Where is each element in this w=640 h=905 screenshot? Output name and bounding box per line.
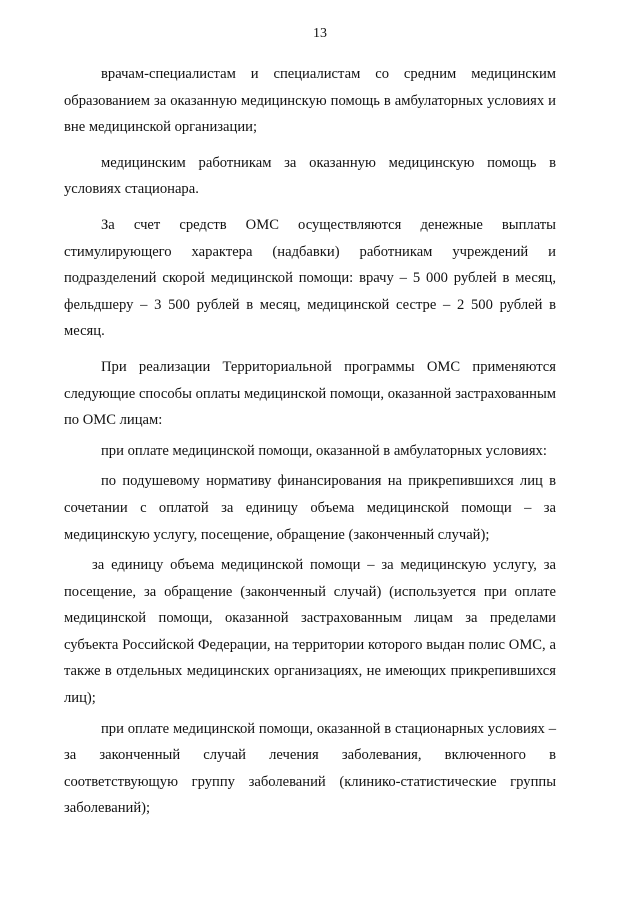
document-body bbox=[64, 61, 556, 822]
paragraph: медицинским работникам за оказанную медицинскую помощь в условиях стационара. bbox=[64, 154, 556, 198]
page-number: 13 bbox=[313, 26, 327, 41]
paragraph: за единицу объема медицинской помощи – за медицинскую услугу, за посещение, за обращение (законченный случай) (используется при оплате медицинской помощи, оказанной застрахованным лицам за пределами субъекта Российской Федерации, на территории которого выдан полис ОМС, а также в отдельных медицинских организациях, не имеющих прикрепившихся лиц); bbox=[64, 557, 556, 707]
paragraph: врачам-специалистам и специалистам со средним медицинским образованием за оказанную медицинскую помощь в амбулаторных условиях и вне медицинской организации; bbox=[64, 66, 556, 136]
paragraph: по подушевому нормативу финансирования на прикрепившихся лиц в сочетании с оплатой за единицу объема медицинской помощи – за медицинскую услугу, посещение, обращение (законченный случай); bbox=[64, 473, 556, 543]
paragraph: при оплате медицинской помощи, оказанной в стационарных условиях – за законченный случай лечения заболевания, включенного в соответствующую группу заболеваний (клинико-статистические группы заболеваний); bbox=[64, 720, 556, 817]
paragraph: при оплате медицинской помощи, оказанной в амбулаторных условиях: bbox=[101, 442, 547, 459]
paragraph: За счет средств ОМС осуществляются денежные выплаты стимулирующего характера (надбавки) работникам учреждений и подразделений скорой медицинской помощи: врачу – 5 000 рублей в месяц, фельдшеру – 3 500 рублей в месяц, медицинской сестре – 2 500 рублей в месяц. bbox=[64, 216, 556, 340]
paragraph: При реализации Территориальной программы ОМС применяются следующие способы оплаты медицинской помощи, оказанной застрахованным по ОМС лицам: bbox=[64, 358, 556, 429]
